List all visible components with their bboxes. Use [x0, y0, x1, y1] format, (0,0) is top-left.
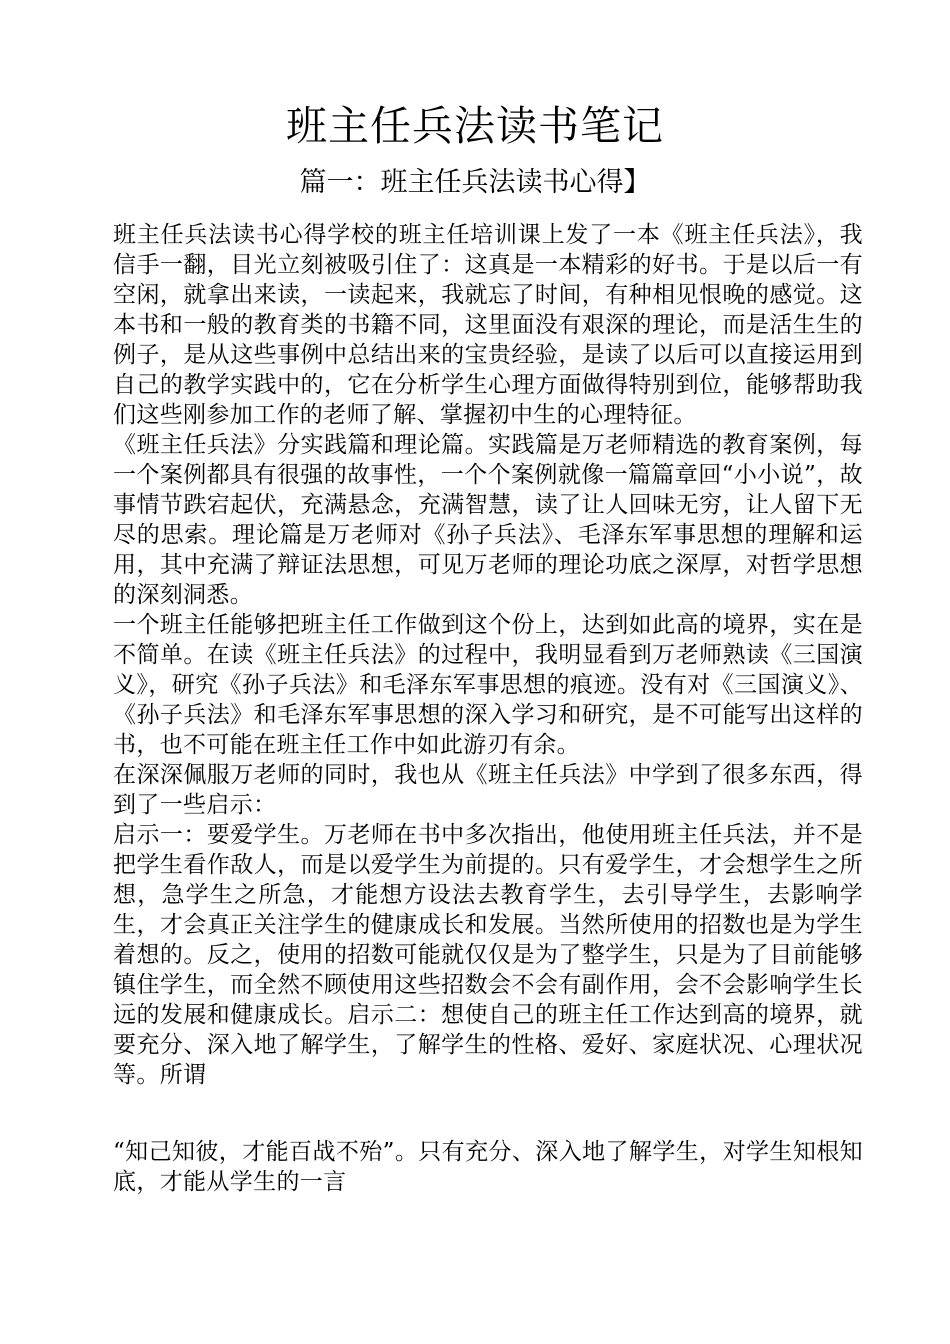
- body-text: [113, 220, 863, 1090]
- section-heading: 篇一：班主任兵法读书心得】: [299, 167, 651, 198]
- paragraph-continuation: “知己知彼，才能百战不殆”。只有充分、深入地了解学生，对学生知根知底，才能从学生的一言: [113, 1139, 863, 1195]
- paragraph-intro: 班主任兵法读书心得学校的班主任培训课上发了一本《班主任兵法》，我信手一翻，目光立刻被吸引住了：这真是一本精彩的好书。于是以后一有空闲，就拿出来读，一读起来，我就忘了时间，有种相见恨晚的感觉。这本书和一般的教育类的书籍不同，这里面没有艰深的理论，而是活生生的例子，是从这些事例中总结出来的宝贵经验，是读了以后可以直接运用到自己的教学实践中的，它在分析学生心理方面做得特别到位，能够帮助我们这些刚参加工作的老师了解、掌握初中生的心理特征。: [113, 222, 863, 428]
- paragraph-structure: 《班主任兵法》分实践篇和理论篇。实践篇是万老师精选的教育案例，每一个案例都具有很强的故事性，一个个案例就像一篇篇章回“小小说”，故事情节跌宕起伏，充满悬念，充满智慧，读了让人回味无穷，让人留下无尽的思索。理论篇是万老师对《孙子兵法》、毛泽东军事思想的理解和运用，其中充满了辩证法思想，可见万老师的理论功底之深厚，对哲学思想的深刻洞悉。: [113, 432, 863, 608]
- paragraph-lessons: 启示一：要爱学生。万老师在书中多次指出，他使用班主任兵法，并不是把学生看作敌人，而是以爱学生为前提的。只有爱学生，才会想学生之所想，急学生之所急，才能想方设法去教育学生，去引导学生，去影响学生，才会真正关注学生的健康成长和发展。当然所使用的招数也是为学生着想的。反之，使用的招数可能就仅仅是为了整学生，只是为了目前能够镇住学生，而全然不顾使用这些招数会不会有副作用，会不会影响学生长远的发展和健康成长。启示二：想使自己的班主任工作达到高的境界，就要充分、深入地了解学生，了解学生的性格、爱好、家庭状况、心理状况等。所谓: [113, 822, 863, 1088]
- paragraph-lessons-intro: 在深深佩服万老师的同时，我也从《班主任兵法》中学到了很多东西，得到了一些启示：: [113, 762, 863, 818]
- paragraph-admiration: 一个班主任能够把班主任工作做到这个份上，达到如此高的境界，实在是不简单。在读《班主任兵法》的过程中，我明显看到万老师熟读《三国演义》，研究《孙子兵法》和毛泽东军事思想的痕迹。没有对《三国演义》、《孙子兵法》和毛泽东军事思想的深入学习和研究，是不可能写出这样的书，也不可能在班主任工作中如此游刃有余。: [113, 612, 863, 758]
- page-title: 班主任兵法读书笔记: [286, 102, 664, 150]
- continuation-text: [113, 1137, 863, 1197]
